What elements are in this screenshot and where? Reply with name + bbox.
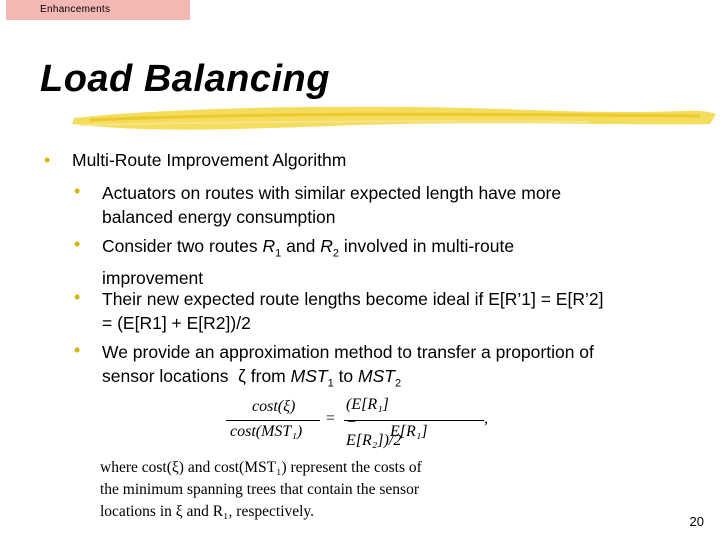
bullet-dot: • [74, 181, 81, 201]
sub-bullet-2: Consider two routes $R_1$ and $R_2$ involved in multi-route improvement [102, 236, 515, 288]
bullet-dot: • [74, 287, 81, 307]
page-number: 20 [689, 514, 704, 529]
formula-lhs-denominator: cost(MST₁) [230, 423, 303, 440]
formula-rhs-denominator: E[R₁] [390, 423, 428, 440]
sub-bullet-4: We provide an approximation method to transfer a proportion of sensor locations ζ from $MST_1$ to $MST_2$ [102, 342, 594, 390]
slide-title: Load Balancing [40, 58, 330, 100]
formula-rhs-numerator: (E[R₁] − E[R₂])/2 [346, 396, 402, 449]
bullet-main: Multi-Route Improvement Algorithm [72, 150, 347, 170]
section-tag [6, 0, 190, 20]
formula-lhs-numerator: cost(ξ) [252, 398, 296, 415]
bullet-dot: • [74, 234, 81, 254]
section-tag-label: Enhancements [40, 4, 111, 15]
bullet-dot: • [74, 340, 81, 360]
formula-rhs-bar [344, 420, 484, 421]
bullet-dot: • [44, 150, 51, 170]
formula-equals: = [326, 410, 336, 427]
sub-bullet-1: Actuators on routes with similar expected length have more balanced energy consumption [102, 183, 562, 227]
sub-bullet-3: Their new expected route lengths become ideal if E[R’1] = E[R’2] = (E[R1] + E[R2])/2 [102, 289, 604, 333]
formula-lhs-bar [226, 420, 320, 421]
title-underline-brush [70, 100, 720, 134]
formula-comma: , [484, 410, 488, 427]
formula-footnote: where cost(ξ) and cost(MST₁) represent the costs of the minimum spanning trees that contain the sensor locations in ξ and R₁, respectively. [100, 459, 422, 520]
